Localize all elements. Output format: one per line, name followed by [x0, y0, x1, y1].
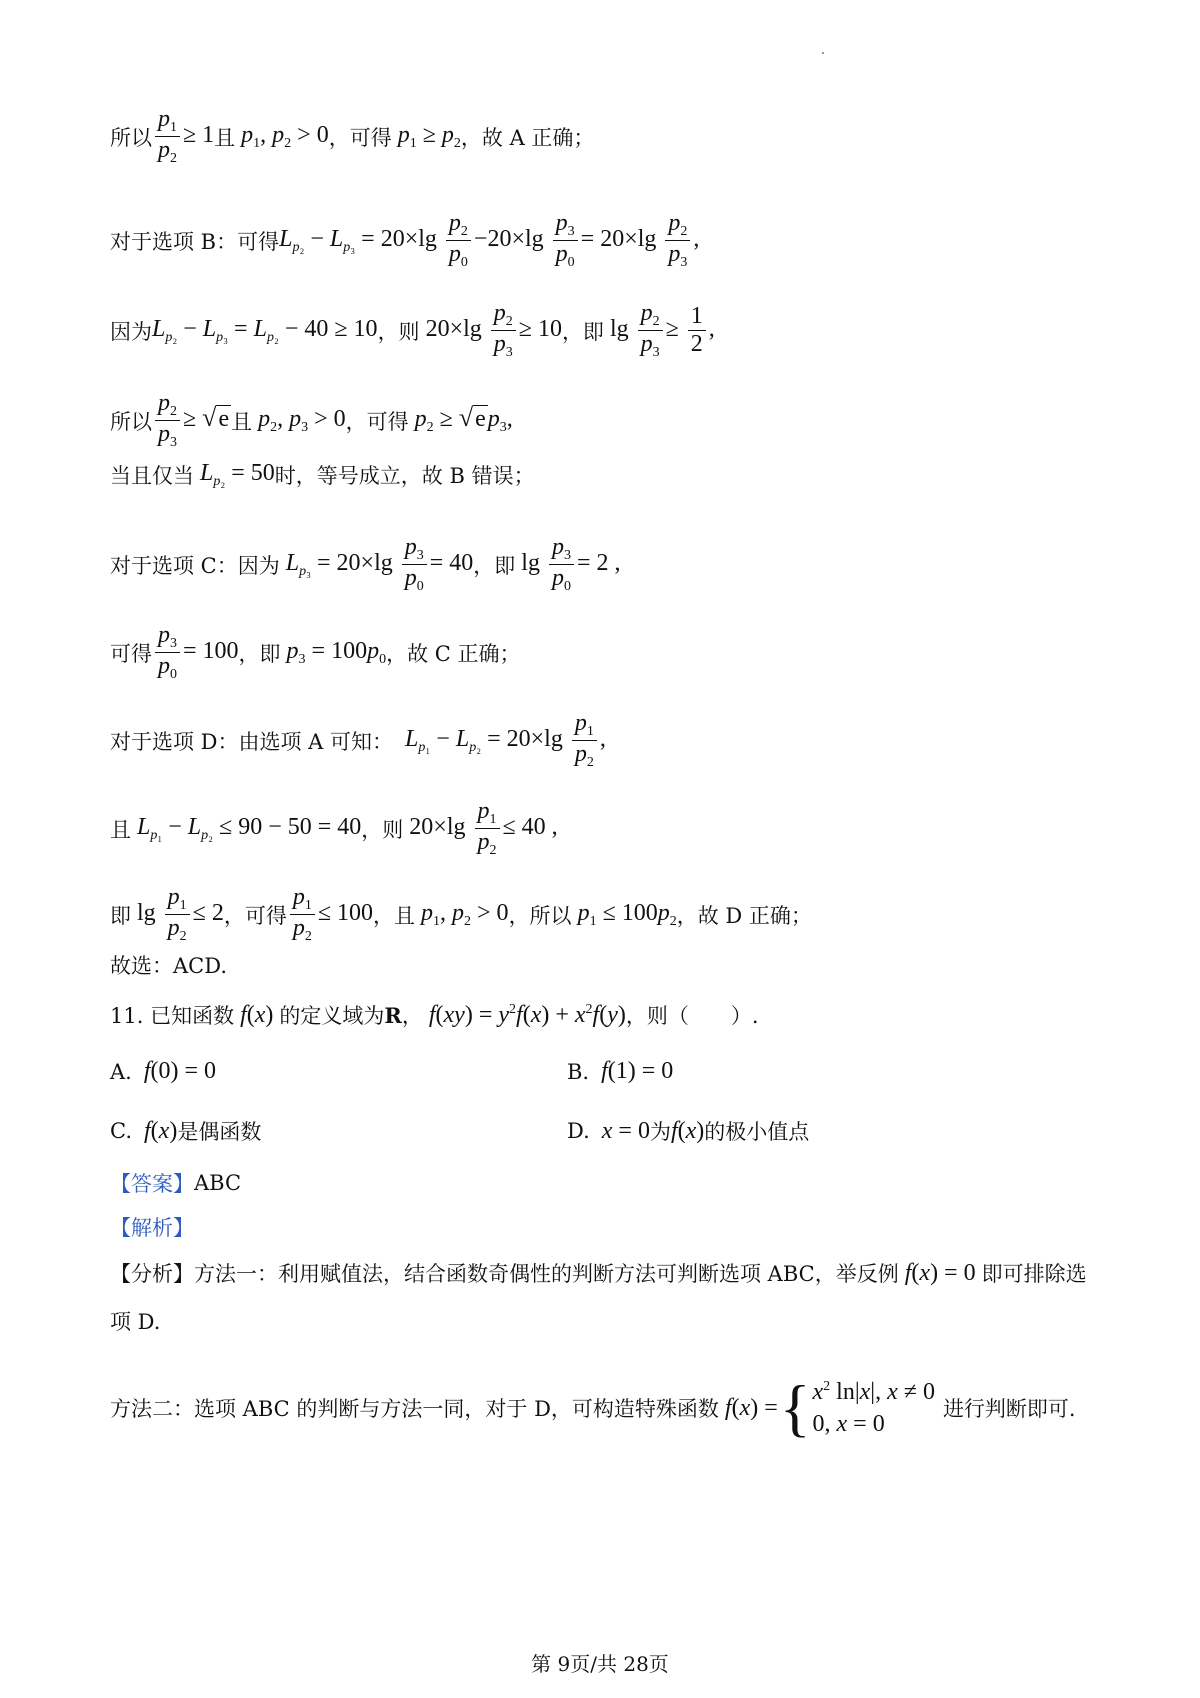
option-d: [567, 1116, 809, 1146]
option-label: B.: [567, 1059, 590, 1084]
fenxi-tag: 【分析】: [110, 1262, 194, 1286]
fenxi-line: [110, 1258, 1087, 1288]
text: 对于选项 C：因为: [110, 553, 280, 578]
math: $f(xy) = y^2f(x) + x^2f(y)$: [428, 1001, 626, 1028]
text: ，即: [238, 641, 281, 666]
text: 方法一：利用赋值法，结合函数奇偶性的判断方法可判断选项 ABC，举反例: [194, 1262, 899, 1286]
text: ，可得: [223, 903, 287, 928]
text: ，: [401, 1004, 423, 1028]
math: $\frac{p_1}{p_2}$ ≤ 100: [287, 884, 373, 945]
math: $L_{p_2} = 50$: [200, 460, 275, 489]
text: ，即: [473, 553, 516, 578]
line-6: [110, 534, 621, 595]
analysis-line: [110, 1212, 194, 1242]
text: 且: [214, 125, 236, 150]
text: 进行判断即可.: [942, 1397, 1076, 1422]
text: 故选：ACD.: [110, 954, 227, 978]
text: 所以: [110, 409, 152, 434]
text: 项 D.: [110, 1310, 161, 1334]
math: $p_1 \ge p_2$: [397, 121, 461, 151]
option-a: [110, 1058, 216, 1085]
text: 即可排除选: [981, 1262, 1087, 1286]
method2-line: [110, 1372, 1076, 1444]
option-label: C.: [110, 1119, 132, 1143]
text: ，可得: [345, 409, 409, 434]
math: $L_{p_3} = 20\times\lg$ $\frac{p_3}{p_0}$ = 40: [285, 534, 474, 595]
text: 时，等号成立，故 B 错误；: [274, 464, 535, 488]
analysis-tag: 【解析】: [110, 1216, 194, 1240]
math: $p_1 \le 100p_2$: [577, 899, 677, 929]
text: ，则: [361, 817, 404, 842]
text: 是偶函数: [177, 1120, 262, 1144]
text: 所以: [110, 125, 152, 150]
line-11: [110, 950, 227, 980]
question-11: [110, 1000, 759, 1030]
fenxi-line-2: [110, 1306, 160, 1336]
page-footer: 第 9页/共 28页: [531, 1652, 669, 1676]
text: 因为: [110, 319, 152, 344]
math: $L_{p_2} - L_{p_3} = L_{p_2} - 40 \ge 10$: [152, 315, 378, 345]
text: ，故 D 正确；: [676, 903, 812, 928]
text: 的极小值点: [704, 1120, 810, 1144]
text: 对于选项 D：由选项 A 可知：: [110, 729, 394, 754]
option-label: D.: [567, 1119, 590, 1143]
line-8: [110, 710, 606, 771]
math: x = 0: [601, 1117, 650, 1144]
line-10: [110, 884, 812, 945]
line-3: [110, 300, 715, 361]
line-7: [110, 622, 521, 683]
math: $p_3 = 100p_0$: [286, 637, 387, 667]
text: 且: [231, 409, 253, 434]
text: 且: [110, 817, 131, 842]
math: $p_2$, $p_3 > 0$: [258, 405, 346, 435]
math: $p_2$ ≥ √ e $p_3$,: [414, 403, 513, 436]
option-c: [110, 1116, 261, 1146]
math: f(1) = 0: [601, 1058, 674, 1084]
line-9: [110, 798, 558, 859]
math: 20×lg $\frac{p_1}{p_2}$ ≤ 40 ,: [403, 798, 558, 859]
text: 11. 已知函数: [110, 1004, 235, 1028]
line-1: [110, 106, 594, 167]
math: f(x): [670, 1117, 705, 1144]
math: $p_1$, $p_2 > 0$: [241, 121, 329, 151]
answer-tag: 【答案】: [110, 1172, 194, 1196]
text: 为: [649, 1120, 671, 1144]
math: f(x): [240, 1001, 280, 1028]
text: ，可得: [328, 125, 392, 150]
text: ，故 C 正确；: [386, 641, 521, 666]
math: f(x): [144, 1117, 178, 1144]
text: ，且: [373, 903, 416, 928]
speck: [822, 52, 824, 54]
text: 可得: [110, 641, 152, 666]
math: 20×lg $\frac{p_2}{p_3}$ ≥ 10: [419, 300, 562, 361]
math: lg $\frac{p_3}{p_0}$ = 2 ,: [515, 534, 621, 595]
text: ，即: [561, 319, 604, 344]
math: f(x) = 0: [904, 1259, 982, 1286]
text: 的定义域为: [279, 1004, 385, 1028]
text: 对于选项 B：可得: [110, 229, 280, 254]
text: ，则（ ）.: [625, 1004, 759, 1028]
math: $\frac{p_1}{p_2}$ ≥ 1: [152, 106, 214, 167]
option-label: A.: [110, 1059, 132, 1084]
line-2: [110, 210, 699, 271]
math: $L_{p_1} - L_{p_2} = 20\times\lg$ $\frac{p_1}{p_2}$ ,: [405, 710, 606, 771]
line-4: [110, 390, 513, 451]
text: ，故 A 正确；: [460, 125, 595, 150]
answer-line: [110, 1168, 241, 1198]
text: 方法二：选项 ABC 的判断与方法一同，对于 D，可构造特殊函数: [110, 1397, 719, 1422]
line-5: [110, 460, 535, 490]
math: $p_1$, $p_2 > 0$: [421, 899, 509, 929]
math: $\frac{p_2}{p_3}$ ≥ √ e: [152, 390, 231, 451]
math: lg $\frac{p_1}{p_2}$ ≤ 2: [131, 884, 224, 945]
text: 当且仅当: [110, 464, 194, 488]
math: $\frac{p_3}{p_0}$ = 100: [152, 622, 239, 683]
answer-text: ABC: [194, 1171, 242, 1195]
text: ，所以: [508, 903, 572, 928]
math: $L_{p_1} - L_{p_2} \le 90 - 50 = 40$: [137, 813, 362, 843]
math: lg $\frac{p_2}{p_3}$ ≥ $\frac{1}{2}$ ,: [603, 300, 715, 361]
text: ，则: [377, 319, 420, 344]
option-b: [567, 1058, 673, 1085]
text: 即: [110, 903, 131, 928]
math: f(0) = 0: [143, 1058, 217, 1084]
math: $L_{p_2} - L_{p_3} = 20\times\lg$ $\frac{p_2}{p_0}$ −20×lg $\frac{p_3}{p_0}$ = 20×lg $\frac{p_2}{p_3}$ ,: [279, 210, 700, 271]
text: R: [384, 1002, 402, 1028]
math: f ( x ) = { $x^2$ ln|x|, x ≠ 0 0, x = 0: [724, 1372, 935, 1444]
